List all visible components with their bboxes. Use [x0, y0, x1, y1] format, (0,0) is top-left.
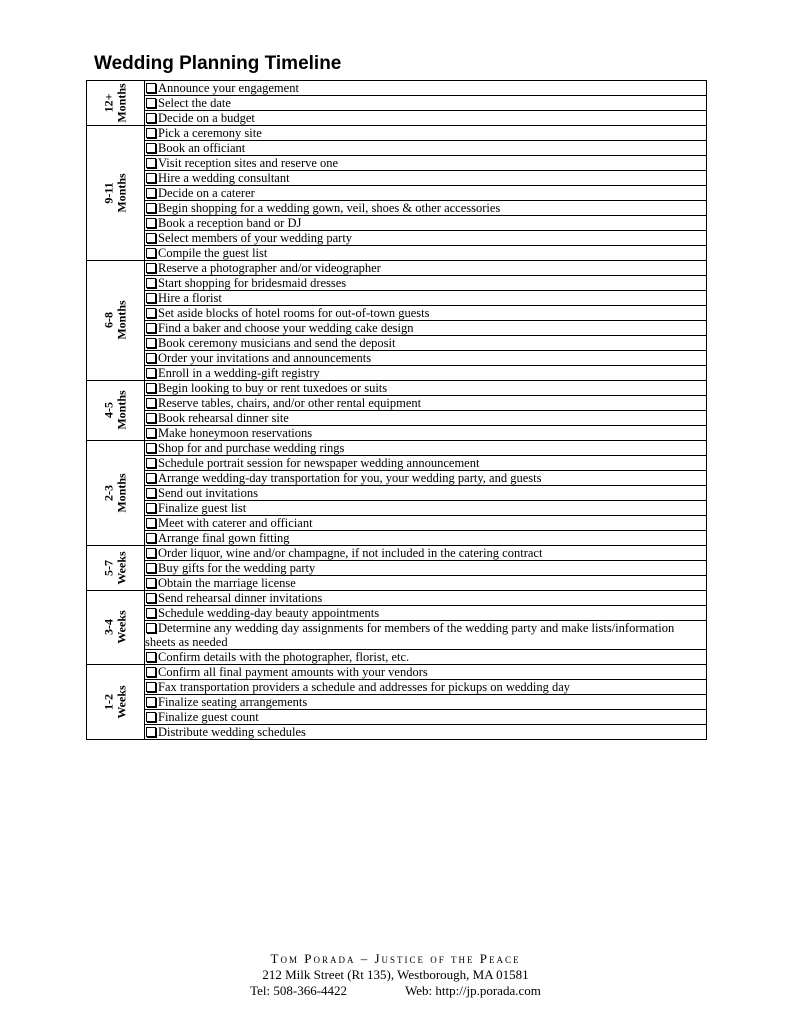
- checkbox-icon[interactable]: [146, 233, 156, 243]
- checkbox-icon[interactable]: [146, 368, 156, 378]
- task-item: [145, 680, 707, 695]
- task-text: Set aside blocks of hotel rooms for out-of-town guests: [158, 306, 430, 320]
- task-item: [145, 261, 707, 276]
- task-row: [87, 336, 707, 351]
- task-text: Select members of your wedding party: [158, 231, 353, 245]
- period-label-unit: Months: [114, 300, 129, 340]
- task-text: Arrange final gown fitting: [158, 531, 290, 545]
- task-text: Confirm all final payment amounts with your vendors: [158, 665, 428, 679]
- task-text: Book a reception band or DJ: [158, 216, 302, 230]
- task-item: [145, 111, 707, 126]
- period-label-value: 1-2: [101, 693, 116, 710]
- task-item: [145, 126, 707, 141]
- task-text: Decide on a budget: [158, 111, 255, 125]
- task-item: [145, 156, 707, 171]
- task-row: [87, 621, 707, 650]
- task-item: [145, 276, 707, 291]
- task-text: Fax transportation providers a schedule and addresses for pickups on wedding day: [158, 680, 571, 694]
- task-text: Schedule wedding-day beauty appointments: [158, 606, 380, 620]
- footer-address: 212 Milk Street (Rt 135), Westborough, MA 01581: [262, 967, 529, 982]
- task-text: Finalize guest count: [158, 710, 259, 724]
- checkbox-icon[interactable]: [146, 323, 156, 333]
- task-item: [145, 231, 707, 246]
- footer-name: Tom Porada – Justice of the Peace: [270, 951, 521, 966]
- task-row: [87, 96, 707, 111]
- period-cell: [87, 591, 145, 665]
- checkbox-icon[interactable]: [146, 458, 156, 468]
- footer-contact: [0, 983, 791, 999]
- period-label: [103, 173, 129, 212]
- task-text: Book ceremony musicians and send the deposit: [158, 336, 396, 350]
- period-label-unit: Months: [114, 172, 129, 213]
- task-row: [87, 276, 707, 291]
- timeline-table: [86, 80, 707, 740]
- task-item: [145, 306, 707, 321]
- task-item: [145, 725, 707, 740]
- checkbox-icon[interactable]: [146, 712, 156, 722]
- task-item: [145, 516, 707, 531]
- period-label-unit: Months: [114, 472, 129, 513]
- checkbox-icon[interactable]: [146, 413, 156, 423]
- task-text: Arrange wedding-day transportation for you, your wedding party, and guests: [158, 471, 542, 485]
- task-text: Select the date: [158, 96, 231, 110]
- checkbox-icon[interactable]: [146, 113, 156, 123]
- task-text: Finalize seating arrangements: [158, 695, 308, 709]
- period-label-value: 5-7: [101, 559, 116, 576]
- checkbox-icon[interactable]: [146, 188, 156, 198]
- period-label-value: 6-8: [101, 312, 116, 328]
- period-label-unit: Weeks: [114, 550, 129, 585]
- period-cell: [87, 665, 145, 740]
- task-item: [145, 366, 707, 381]
- task-text: Hire a wedding consultant: [158, 171, 290, 185]
- task-item: [145, 471, 707, 486]
- task-item: [145, 291, 707, 306]
- task-item: [145, 246, 707, 261]
- task-row: [87, 186, 707, 201]
- task-text: Begin looking to buy or rent tuxedoes or suits: [158, 381, 388, 395]
- period-label: [103, 83, 129, 122]
- period-label-unit: Weeks: [114, 610, 129, 644]
- task-row: [87, 725, 707, 740]
- period-cell: [87, 546, 145, 591]
- task-text: Enroll in a wedding-gift registry: [158, 366, 320, 380]
- task-text: Obtain the marriage license: [158, 576, 296, 590]
- period-label-unit: Months: [114, 390, 129, 430]
- task-text: Buy gifts for the wedding party: [158, 561, 316, 575]
- checkbox-icon[interactable]: [146, 697, 156, 707]
- task-row: [87, 396, 707, 411]
- checkbox-icon[interactable]: [146, 98, 156, 108]
- task-item: [145, 216, 707, 231]
- checkbox-icon[interactable]: [146, 593, 156, 603]
- task-item: [145, 531, 707, 546]
- task-row: [87, 456, 707, 471]
- checkbox-icon[interactable]: [146, 293, 156, 303]
- task-row: [87, 665, 707, 680]
- task-text: Pick a ceremony site: [158, 126, 262, 140]
- checkbox-icon[interactable]: [146, 428, 156, 438]
- checkbox-icon[interactable]: [146, 533, 156, 543]
- task-row: [87, 441, 707, 456]
- task-row: [87, 486, 707, 501]
- period-label-value: 2-3: [101, 484, 116, 501]
- checkbox-icon[interactable]: [146, 578, 156, 588]
- task-row: [87, 201, 707, 216]
- footer-tel: Tel: 508-366-4422: [250, 983, 348, 998]
- task-text: Reserve a photographer and/or videographer: [158, 261, 381, 275]
- period-label: [103, 473, 129, 512]
- task-text: Book an officiant: [158, 141, 246, 155]
- period-label-value: 9-11: [101, 181, 116, 204]
- task-row: [87, 501, 707, 516]
- task-item: [145, 576, 707, 591]
- checkbox-icon[interactable]: [146, 667, 156, 677]
- period-label-value: 4-5: [101, 402, 116, 418]
- task-row: [87, 216, 707, 231]
- task-text: Compile the guest list: [158, 246, 268, 260]
- task-row: [87, 606, 707, 621]
- checkbox-icon[interactable]: [146, 128, 156, 138]
- task-item: [145, 141, 707, 156]
- checkbox-icon[interactable]: [146, 563, 156, 573]
- task-row: [87, 171, 707, 186]
- checkbox-icon[interactable]: [146, 83, 156, 93]
- task-text: Determine any wedding day assignments for members of the wedding party and make lists/information sheets as needed: [145, 621, 675, 649]
- task-item: [145, 501, 707, 516]
- task-item: [145, 186, 707, 201]
- task-row: [87, 111, 707, 126]
- task-row: [87, 531, 707, 546]
- task-text: Order your invitations and announcements: [158, 351, 372, 365]
- task-row: [87, 650, 707, 665]
- checkbox-icon[interactable]: [146, 727, 156, 737]
- period-label-value: 3-4: [101, 619, 116, 635]
- task-item: [145, 411, 707, 426]
- task-row: [87, 471, 707, 486]
- task-item: [145, 351, 707, 366]
- task-row: [87, 591, 707, 606]
- checkbox-icon[interactable]: [146, 278, 156, 288]
- task-item: [145, 321, 707, 336]
- period-label: [103, 300, 129, 339]
- task-text: Reserve tables, chairs, and/or other rental equipment: [158, 396, 422, 410]
- checkbox-icon[interactable]: [146, 488, 156, 498]
- task-text: Announce your engagement: [158, 81, 299, 95]
- task-text: Decide on a caterer: [158, 186, 255, 200]
- task-text: Distribute wedding schedules: [158, 725, 306, 739]
- task-row: [87, 246, 707, 261]
- task-row: [87, 291, 707, 306]
- task-item: [145, 96, 707, 111]
- task-item: [145, 381, 707, 396]
- checkbox-icon[interactable]: [146, 473, 156, 483]
- task-text: Visit reception sites and reserve one: [158, 156, 339, 170]
- task-item: [145, 81, 707, 96]
- task-row: [87, 231, 707, 246]
- task-row: [87, 546, 707, 561]
- checkbox-icon[interactable]: [146, 443, 156, 453]
- task-item: [145, 665, 707, 680]
- checkbox-icon[interactable]: [146, 203, 156, 213]
- task-row: [87, 680, 707, 695]
- task-row: [87, 81, 707, 96]
- checkbox-icon[interactable]: [146, 263, 156, 273]
- period-label: [103, 685, 129, 718]
- task-item: [145, 486, 707, 501]
- task-row: [87, 141, 707, 156]
- task-item: [145, 546, 707, 561]
- task-text: Find a baker and choose your wedding cake design: [158, 321, 414, 335]
- period-label: [103, 390, 129, 429]
- period-label-unit: Months: [114, 82, 129, 123]
- task-row: [87, 126, 707, 141]
- checkbox-icon[interactable]: [146, 338, 156, 348]
- period-label: [103, 551, 129, 584]
- period-cell: [87, 381, 145, 441]
- checkbox-icon[interactable]: [146, 143, 156, 153]
- period-label: [103, 610, 129, 643]
- checkbox-icon[interactable]: [146, 548, 156, 558]
- task-item: [145, 561, 707, 576]
- period-cell: [87, 126, 145, 261]
- task-row: [87, 516, 707, 531]
- task-row: [87, 561, 707, 576]
- checkbox-icon[interactable]: [146, 158, 156, 168]
- task-text: Start shopping for bridesmaid dresses: [158, 276, 347, 290]
- task-text: Send rehearsal dinner invitations: [158, 591, 323, 605]
- task-item: [145, 695, 707, 710]
- checkbox-icon[interactable]: [146, 623, 156, 633]
- task-row: [87, 576, 707, 591]
- task-row: [87, 366, 707, 381]
- period-label-unit: Weeks: [114, 684, 129, 719]
- task-row: [87, 351, 707, 366]
- checkbox-icon[interactable]: [146, 308, 156, 318]
- task-item: [145, 396, 707, 411]
- checkbox-icon[interactable]: [146, 248, 156, 258]
- checkbox-icon[interactable]: [146, 518, 156, 528]
- task-text: Shop for and purchase wedding rings: [158, 441, 345, 455]
- task-item: [145, 621, 707, 650]
- task-row: [87, 321, 707, 336]
- task-item: [145, 336, 707, 351]
- task-item: [145, 456, 707, 471]
- task-item: [145, 710, 707, 725]
- task-row: [87, 381, 707, 396]
- task-row: [87, 306, 707, 321]
- task-text: Schedule portrait session for newspaper wedding announcement: [158, 456, 480, 470]
- checkbox-icon[interactable]: [146, 173, 156, 183]
- period-cell: [87, 81, 145, 126]
- task-text: Meet with caterer and officiant: [158, 516, 313, 530]
- page-title: Wedding Planning Timeline: [94, 53, 342, 74]
- task-text: Send out invitations: [158, 486, 258, 500]
- task-text: Begin shopping for a wedding gown, veil, shoes & other accessories: [158, 201, 501, 215]
- task-item: [145, 650, 707, 665]
- task-row: [87, 695, 707, 710]
- checkbox-icon[interactable]: [146, 383, 156, 393]
- checkbox-icon[interactable]: [146, 353, 156, 363]
- task-row: [87, 710, 707, 725]
- task-item: [145, 201, 707, 216]
- task-item: [145, 171, 707, 186]
- period-label-value: 12+: [101, 93, 116, 112]
- period-cell: [87, 261, 145, 381]
- task-text: Make honeymoon reservations: [158, 426, 313, 440]
- footer-web: Web: http://jp.porada.com: [405, 983, 541, 998]
- task-text: Finalize guest list: [158, 501, 247, 515]
- task-text: Confirm details with the photographer, florist, etc.: [158, 650, 410, 664]
- checkbox-icon[interactable]: [146, 218, 156, 228]
- checkbox-icon[interactable]: [146, 608, 156, 618]
- task-text: Order liquor, wine and/or champagne, if not included in the catering contract: [158, 546, 543, 560]
- task-row: [87, 156, 707, 171]
- checkbox-icon[interactable]: [146, 652, 156, 662]
- checkbox-icon[interactable]: [146, 682, 156, 692]
- task-item: [145, 591, 707, 606]
- task-row: [87, 426, 707, 441]
- task-item: [145, 441, 707, 456]
- task-item: [145, 426, 707, 441]
- checkbox-icon[interactable]: [146, 503, 156, 513]
- task-text: Hire a florist: [158, 291, 222, 305]
- period-cell: [87, 441, 145, 546]
- task-item: [145, 606, 707, 621]
- checkbox-icon[interactable]: [146, 398, 156, 408]
- task-text: Book rehearsal dinner site: [158, 411, 289, 425]
- task-row: [87, 411, 707, 426]
- task-row: [87, 261, 707, 276]
